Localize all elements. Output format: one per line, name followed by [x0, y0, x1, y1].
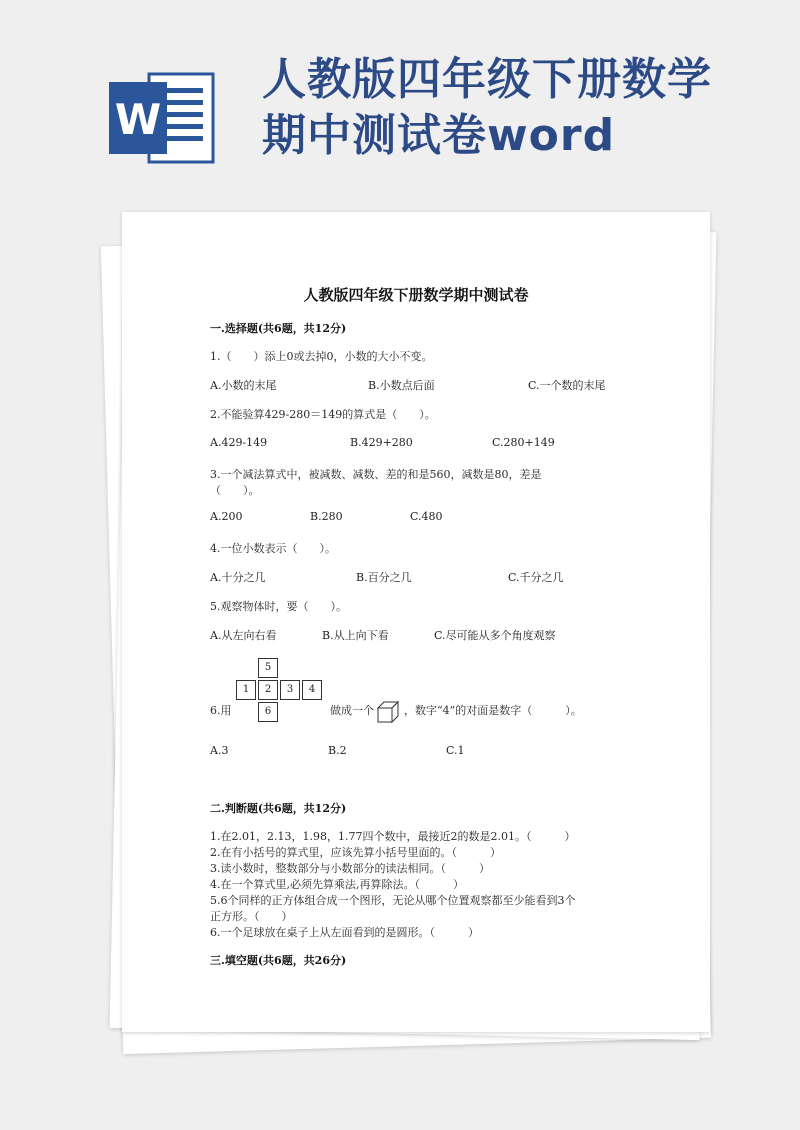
q5-option-b: B.从上向下看 — [322, 629, 389, 642]
net-cell: 1 — [236, 680, 256, 700]
q1-option-b: B.小数点后面 — [368, 379, 435, 392]
word-logo-icon — [105, 68, 217, 168]
question-5: 5.观察物体时，要（ ）。 — [210, 600, 347, 613]
q2-option-c: C.280+149 — [492, 436, 555, 449]
judge-item: 正方形。（ ） — [210, 910, 293, 923]
q6-option-c: C.1 — [446, 744, 465, 757]
judge-item: 1.在2.01，2.13，1.98，1.77四个数中，最接近2的数是2.01。（ ） — [210, 830, 576, 843]
q2-option-a: A.429-149 — [210, 436, 268, 449]
q5-option-c: C.尽可能从多个角度观察 — [434, 629, 556, 642]
q4-option-a: A.十分之几 — [210, 571, 266, 584]
section-judge-heading: 二.判断题(共6题，共12分) — [210, 802, 347, 815]
net-cell: 4 — [302, 680, 322, 700]
q4-option-c: C.千分之几 — [508, 571, 564, 584]
q3-option-c: C.480 — [410, 510, 443, 523]
net-cell: 3 — [280, 680, 300, 700]
judge-item: 2.在有小括号的算式里，应该先算小括号里面的。（ ） — [210, 846, 501, 859]
question-1: 1.（ ）添上0或去掉0，小数的大小不变。 — [210, 350, 433, 363]
q4-option-b: B.百分之几 — [356, 571, 412, 584]
q6-option-b: B.2 — [328, 744, 347, 757]
judge-item: 4.在一个算式里,必须先算乘法,再算除法。（ ） — [210, 878, 464, 891]
cube-net-diagram — [236, 658, 326, 722]
q1-option-a: A.小数的末尾 — [210, 379, 277, 392]
q6-option-a: A.3 — [210, 744, 229, 757]
question-2: 2.不能验算429-280＝149的算式是（ ）。 — [210, 408, 436, 421]
judge-item: 5.6个同样的正方体组合成一个图形，无论从哪个位置观察都至少能看到3个 — [210, 894, 576, 907]
section-choice-heading: 一.选择题(共6题，共12分) — [210, 322, 347, 335]
section-fill-heading: 三.填空题(共6题，共26分) — [210, 954, 347, 967]
document-page — [122, 212, 710, 1032]
judge-item: 3.读小数时，整数部分与小数部分的读法相同。（ ） — [210, 862, 490, 875]
judge-item: 6.一个足球放在桌子上从左面看到的是圆形。（ ） — [210, 926, 479, 939]
banner-title-line2: 期中测试卷word — [262, 110, 616, 161]
net-cell: 2 — [258, 680, 278, 700]
net-cell: 5 — [258, 658, 278, 678]
question-4: 4.一位小数表示（ ）。 — [210, 542, 336, 555]
question-6-suffix: ，数字“4”的对面是数字（ ）。 — [404, 704, 582, 717]
q3-option-b: B.280 — [310, 510, 343, 523]
banner-title — [262, 52, 782, 164]
word-logo-letter: W — [114, 95, 162, 144]
banner-title-line1: 人教版四年级下册数学 — [262, 54, 712, 105]
q2-option-b: B.429+280 — [350, 436, 413, 449]
net-cell: 6 — [258, 702, 278, 722]
question-6-middle: 做成一个 — [330, 704, 374, 717]
question-6-prefix: 6.用 — [210, 704, 232, 717]
cube-icon — [376, 700, 402, 724]
q5-option-a: A.从左向右看 — [210, 629, 277, 642]
document-title: 人教版四年级下册数学期中测试卷 — [303, 286, 529, 304]
q3-option-a: A.200 — [210, 510, 243, 523]
question-3-line2: （ ）。 — [210, 484, 260, 497]
question-3-line1: 3.一个减法算式中，被减数、减数、差的和是560，减数是80，差是 — [210, 468, 542, 481]
q1-option-c: C.一个数的末尾 — [528, 379, 606, 392]
